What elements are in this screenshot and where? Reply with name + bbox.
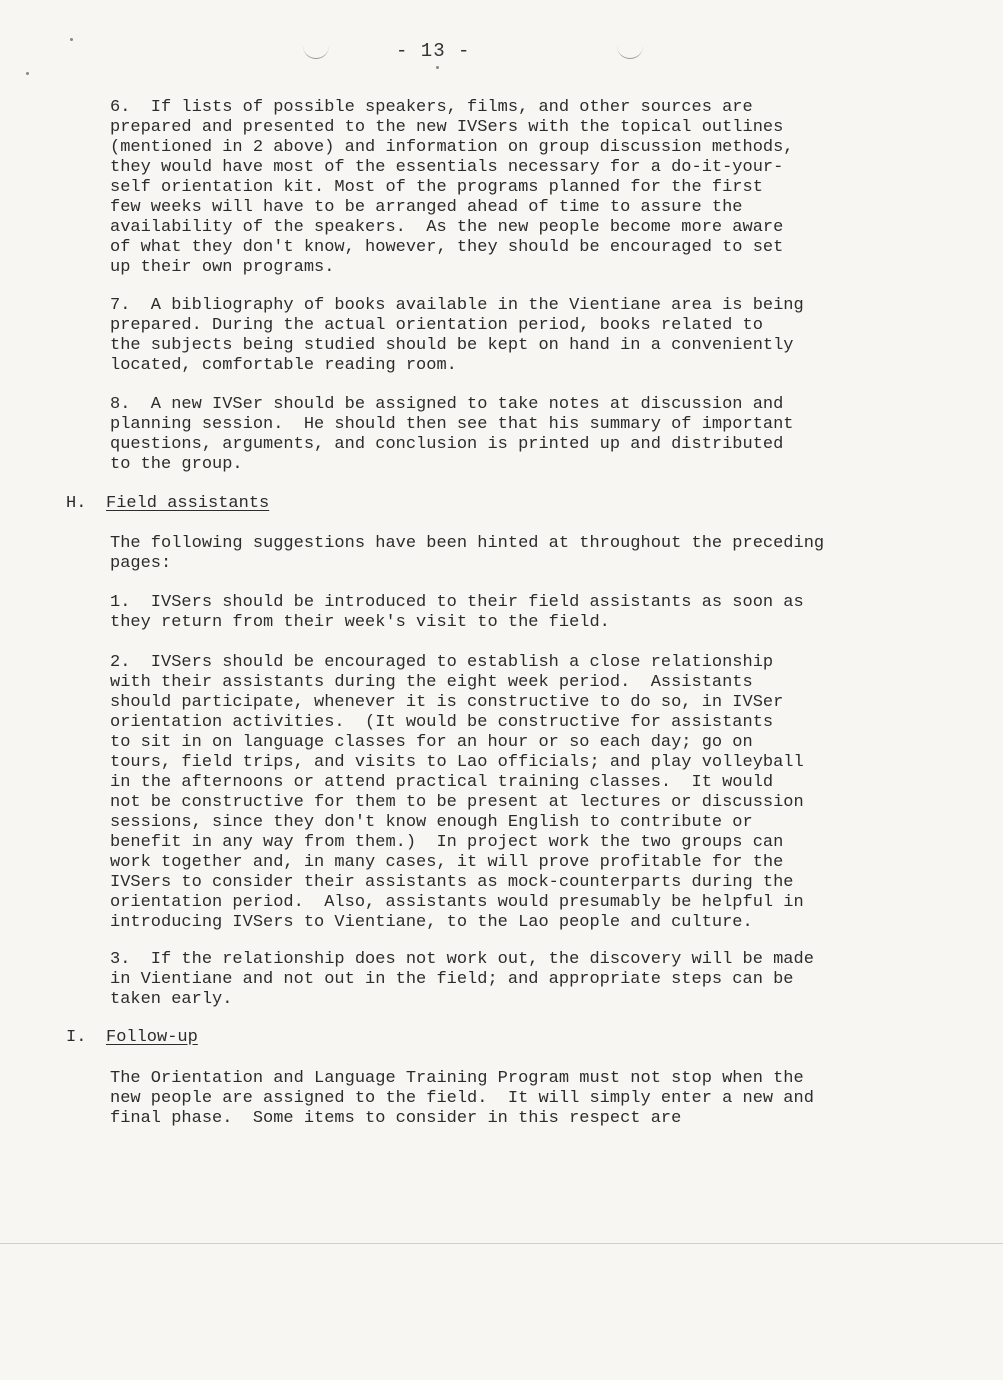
text-line: new people are assigned to the field. It will simply enter a new and — [110, 1089, 814, 1108]
text-line: availability of the speakers. As the new people become more aware — [110, 218, 784, 237]
text-line: pages: — [110, 554, 172, 573]
text-line: orientation period. Also, assistants would presumably be helpful in — [110, 893, 804, 912]
text-line: 2. IVSers should be encouraged to establish a close relationship — [110, 653, 774, 672]
section-letter: H. — [66, 494, 87, 513]
paper-speck — [26, 72, 29, 75]
text-line: benefit in any way from them.) In project work the two groups can — [110, 833, 784, 852]
text-line: in the afternoons or attend practical training classes. It would — [110, 773, 774, 792]
text-line: The following suggestions have been hinted at throughout the preceding — [110, 534, 825, 553]
text-line: should participate, whenever it is constructive to do so, in IVSer — [110, 693, 784, 712]
punch-mark-right — [617, 46, 643, 59]
text-line: 1. IVSers should be introduced to their field assistants as soon as — [110, 593, 804, 612]
text-line: 3. If the relationship does not work out, the discovery will be made — [110, 950, 814, 969]
text-line: sessions, since they don't know enough English to contribute or — [110, 813, 753, 832]
text-line: located, comfortable reading room. — [110, 356, 457, 375]
text-line: planning session. He should then see that his summary of important — [110, 415, 794, 434]
text-line: they would have most of the essentials necessary for a do-it-your- — [110, 158, 784, 177]
text-line: of what they don't know, however, they should be encouraged to set — [110, 238, 784, 257]
text-line: up their own programs. — [110, 258, 335, 277]
text-line: 7. A bibliography of books available in the Vientiane area is being — [110, 296, 804, 315]
text-line: in Vientiane and not out in the field; and appropriate steps can be — [110, 970, 794, 989]
page-crease-line — [0, 1243, 1003, 1244]
paragraph-item-6 — [110, 98, 794, 278]
section-heading-h — [66, 494, 269, 514]
section-h-item-2 — [110, 653, 804, 933]
text-line: questions, arguments, and conclusion is printed up and distributed — [110, 435, 784, 454]
section-title: Field assistants — [106, 494, 270, 513]
text-line: self orientation kit. Most of the programs planned for the first — [110, 178, 763, 197]
text-line: final phase. Some items to consider in this respect are — [110, 1109, 682, 1128]
section-h-item-1 — [110, 593, 804, 633]
text-line: work together and, in many cases, it will prove profitable for the — [110, 853, 784, 872]
section-title: Follow-up — [106, 1028, 198, 1047]
text-line: introducing IVSers to Vientiane, to the Lao people and culture. — [110, 913, 753, 932]
paragraph-item-7 — [110, 296, 804, 376]
page-number: - 13 - — [396, 40, 471, 62]
text-line: (mentioned in 2 above) and information on group discussion methods, — [110, 138, 794, 157]
paper-speck — [436, 66, 439, 69]
text-line: to the group. — [110, 455, 243, 474]
text-line: few weeks will have to be arranged ahead of time to assure the — [110, 198, 743, 217]
text-line: The Orientation and Language Training Program must not stop when the — [110, 1069, 804, 1088]
text-line: prepared and presented to the new IVSers with the topical outlines — [110, 118, 784, 137]
section-i-paragraph — [110, 1069, 814, 1129]
text-line: the subjects being studied should be kept on hand in a conveniently — [110, 336, 794, 355]
section-heading-i — [66, 1028, 198, 1048]
paper-speck — [70, 38, 73, 41]
text-line: to sit in on language classes for an hour or so each day; go on — [110, 733, 753, 752]
section-h-intro — [110, 534, 824, 574]
text-line: 6. If lists of possible speakers, films, and other sources are — [110, 98, 753, 117]
text-line: prepared. During the actual orientation period, books related to — [110, 316, 763, 335]
text-line: they return from their week's visit to the field. — [110, 613, 610, 632]
punch-mark-left — [303, 46, 329, 59]
text-line: tours, field trips, and visits to Lao officials; and play volleyball — [110, 753, 804, 772]
text-line: 8. A new IVSer should be assigned to take notes at discussion and — [110, 395, 784, 414]
paragraph-item-8 — [110, 395, 794, 475]
section-letter: I. — [66, 1028, 87, 1047]
text-line: with their assistants during the eight week period. Assistants — [110, 673, 753, 692]
text-line: not be constructive for them to be present at lectures or discussion — [110, 793, 804, 812]
section-h-item-3 — [110, 950, 814, 1010]
text-line: IVSers to consider their assistants as mock-counterparts during the — [110, 873, 794, 892]
text-line: orientation activities. (It would be constructive for assistants — [110, 713, 774, 732]
text-line: taken early. — [110, 990, 233, 1009]
